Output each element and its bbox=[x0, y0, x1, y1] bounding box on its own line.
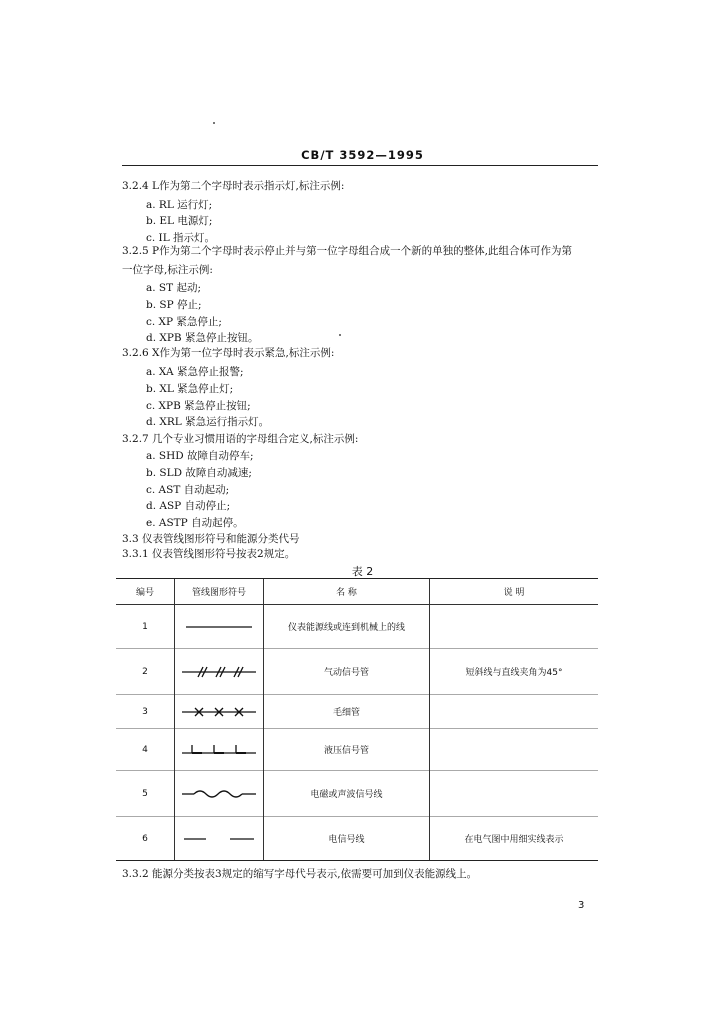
row-number: 4 bbox=[116, 729, 175, 771]
row-note bbox=[430, 695, 599, 729]
hydraulic-line-icon bbox=[175, 729, 264, 771]
list-item: a. SHD 故障自动停车; bbox=[146, 450, 254, 462]
row-name: 气动信号管 bbox=[264, 649, 430, 695]
col-header-number: 编号 bbox=[116, 579, 175, 605]
list-item: a. RL 运行灯; bbox=[146, 199, 213, 211]
clause-line: 3.2.5 P作为第二个字母时表示停止并与第一位字母组合成一个新的单独的整体,此组合体可作为第 bbox=[122, 245, 572, 257]
row-name: 电磁或声波信号线 bbox=[264, 771, 430, 817]
list-item: c. XP 紧急停止; bbox=[146, 316, 222, 328]
col-header-note: 说 明 bbox=[430, 579, 599, 605]
clause-line: 3.2.6 X作为第一位字母时表示紧急,标注示例: bbox=[122, 347, 335, 359]
list-item: b. EL 电源灯; bbox=[146, 215, 213, 227]
row-number: 5 bbox=[116, 771, 175, 817]
row-number: 6 bbox=[116, 817, 175, 861]
pipeline-symbol-table bbox=[116, 578, 598, 861]
electric-signal-line-icon bbox=[175, 817, 264, 861]
header-rule bbox=[122, 165, 598, 166]
row-note bbox=[430, 605, 599, 649]
clause-3-3-2: 3.3.2 能源分类按表3规定的缩写字母代号表示,依需要可加到仪表能源线上。 bbox=[122, 868, 478, 880]
table-row bbox=[116, 695, 598, 729]
em-signal-line-icon bbox=[175, 771, 264, 817]
row-name: 毛细管 bbox=[264, 695, 430, 729]
list-item: c. AST 自动起动; bbox=[146, 484, 230, 496]
row-name: 电信号线 bbox=[264, 817, 430, 861]
row-name: 仪表能源线或连到机械上的线 bbox=[264, 605, 430, 649]
row-note bbox=[430, 771, 599, 817]
list-item: b. SP 停止; bbox=[146, 299, 202, 311]
row-number: 3 bbox=[116, 695, 175, 729]
row-number: 2 bbox=[116, 649, 175, 695]
list-item: b. SLD 故障自动减速; bbox=[146, 467, 252, 479]
col-header-name: 名 称 bbox=[264, 579, 430, 605]
row-note bbox=[430, 729, 599, 771]
solid-line-icon bbox=[175, 605, 264, 649]
clause-line: 3.3 仪表管线图形符号和能源分类代号 bbox=[122, 533, 300, 545]
clause-line: 3.3.1 仪表管线图形符号按表2规定。 bbox=[122, 548, 296, 560]
table-row bbox=[116, 817, 598, 861]
clause-line: 3.2.7 几个专业习惯用语的字母组合定义,标注示例: bbox=[122, 433, 359, 445]
row-name: 液压信号管 bbox=[264, 729, 430, 771]
pneumatic-line-icon bbox=[175, 649, 264, 695]
scan-speck bbox=[339, 334, 341, 336]
scan-speck bbox=[213, 122, 215, 124]
list-item: e. ASTP 自动起停。 bbox=[146, 517, 244, 529]
row-note: 短斜线与直线夹角为45° bbox=[430, 649, 599, 695]
row-note: 在电气图中用细实线表示 bbox=[430, 817, 599, 861]
clause-line: 3.2.4 L作为第二个字母时表示指示灯,标注示例: bbox=[122, 180, 345, 192]
table-row bbox=[116, 649, 598, 695]
row-number: 1 bbox=[116, 605, 175, 649]
list-item: a. XA 紧急停止报警; bbox=[146, 366, 244, 378]
page-number: 3 bbox=[578, 900, 585, 911]
table-row bbox=[116, 771, 598, 817]
list-item: d. XRL 紧急运行指示灯。 bbox=[146, 416, 270, 428]
capillary-line-icon bbox=[175, 695, 264, 729]
list-item: d. XPB 紧急停止按钮。 bbox=[146, 332, 259, 344]
clause-line: 一位字母,标注示例: bbox=[122, 264, 213, 276]
col-header-symbol: 管线图形符号 bbox=[175, 579, 264, 605]
list-item: c. XPB 紧急停止按钮; bbox=[146, 400, 251, 412]
table-row bbox=[116, 605, 598, 649]
table-row bbox=[116, 729, 598, 771]
standard-header: CB/T 3592—1995 bbox=[301, 148, 424, 162]
table-caption: 表 2 bbox=[351, 565, 374, 578]
list-item: a. ST 起动; bbox=[146, 282, 202, 294]
list-item: d. ASP 自动停止; bbox=[146, 500, 231, 512]
list-item: c. IL 指示灯。 bbox=[146, 232, 216, 244]
list-item: b. XL 紧急停止灯; bbox=[146, 383, 234, 395]
